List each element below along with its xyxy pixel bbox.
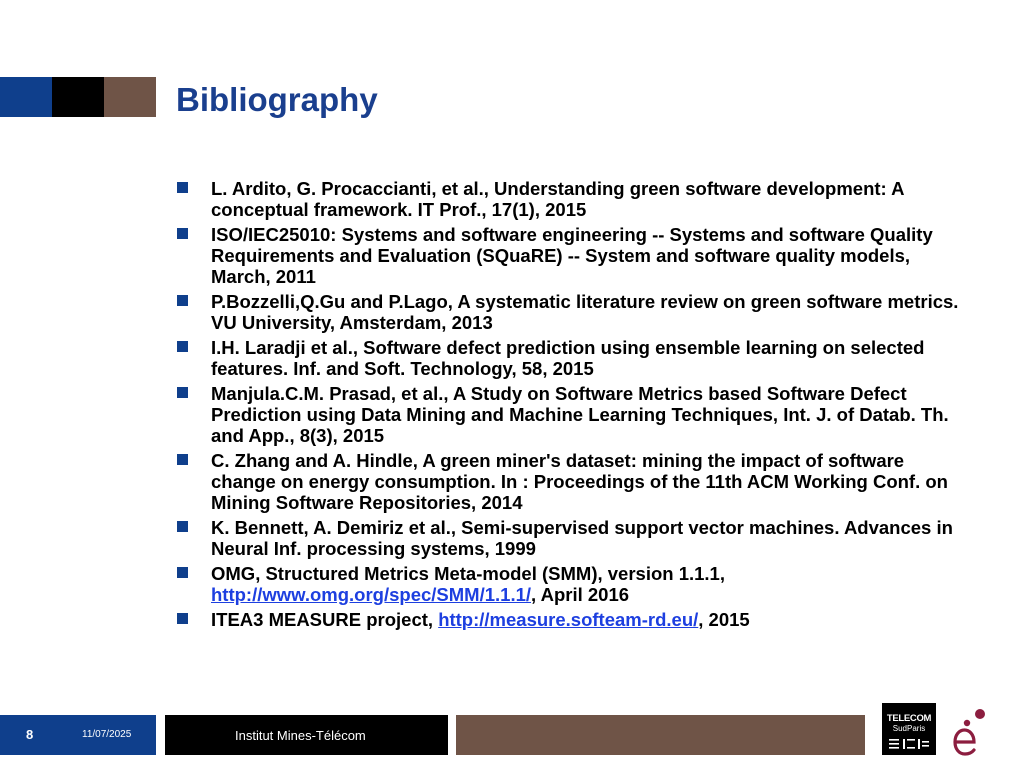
footer-page-block [0,715,156,755]
square-bullet-icon [177,454,188,465]
square-bullet-icon [177,521,188,532]
square-bullet-icon [177,228,188,239]
reference-text: C. Zhang and A. Hindle, A green miner's dataset: mining the impact of software change on energy consumption. In : Proceedings of the 11th ACM Working Conf. on Mining Software Repositories, 2014 [211,450,948,513]
reference-text: OMG, Structured Metrics Meta-model (SMM), version 1.1.1, [211,563,725,584]
reference-item [176,609,966,630]
reference-item [176,224,966,287]
reference-text: ITEA3 MEASURE project, [211,609,439,630]
footer-brown-bar [456,715,865,755]
square-bullet-icon [177,387,188,398]
reference-list [176,178,966,634]
header-brown-block [104,77,156,117]
reference-text: Manjula.C.M. Prasad, et al., A Study on Software Metrics based Software Defect Prediction using Data Mining and Machine Learning Techniques, Int. J. of Datab. Th. and App., 8(3), 2015 [211,383,949,446]
reference-text: L. Ardito, G. Procaccianti, et al., Understanding green software development: A conceptual framework. IT Prof., 17(1), 2015 [211,178,904,220]
telecom-sudparis-logo [882,703,936,755]
reference-item [176,517,966,559]
reference-item [176,450,966,513]
telecom-logo-sub: SudParis [892,724,926,733]
footer-institution-block [165,715,448,755]
reference-item [176,563,966,605]
reference-text: ISO/IEC25010: Systems and software engineering -- Systems and software Quality Requirements and Evaluation (SQuaRE) -- System and software quality models, March, 2011 [211,224,933,287]
reference-text: P.Bozzelli,Q.Gu and P.Lago, A systematic literature review on green software metrics. VU University, Amsterdam, 2013 [211,291,959,333]
institution-name: Institut Mines-Télécom [235,728,366,743]
square-bullet-icon [177,613,188,624]
header-black-block [52,77,104,117]
square-bullet-icon [177,341,188,352]
square-bullet-icon [177,567,188,578]
page-number: 8 [26,727,34,742]
measure-project-link[interactable]: http://measure.softeam-rd.eu/ [438,609,699,630]
reference-text-suffix: , 2015 [698,609,750,630]
square-bullet-icon [177,182,188,193]
institut-e-logo-icon [948,706,988,756]
reference-item [176,383,966,446]
slide-title: Bibliography [176,81,378,118]
square-bullet-icon [177,295,188,306]
reference-text: K. Bennett, A. Demiriz et al., Semi-supervised support vector machines. Advances in Neural Inf. processing systems, 1999 [211,517,953,559]
telecom-logo-name: TELECOM [886,713,932,724]
telecom-logo-marks-icon [887,738,931,750]
reference-item [176,178,966,220]
reference-text: I.H. Laradji et al., Software defect prediction using ensemble learning on selected features. Inf. and Soft. Technology, 58, 2015 [211,337,925,379]
reference-item [176,291,966,333]
omg-smm-link[interactable]: http://www.omg.org/spec/SMM/1.1.1/ [211,584,532,605]
reference-text-suffix: , April 2016 [531,584,630,605]
footer-date: 11/07/2025 [82,729,132,740]
header-blue-block [0,77,52,117]
reference-item [176,337,966,379]
